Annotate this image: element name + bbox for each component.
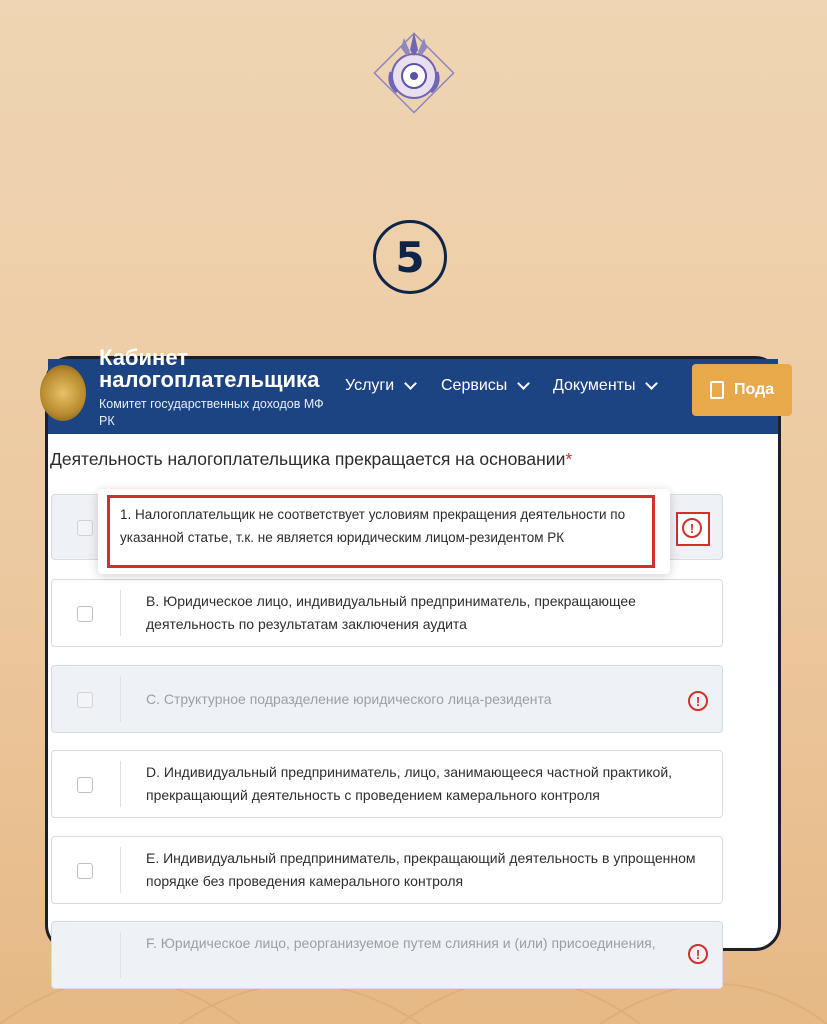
option-e-label: E. Индивидуальный предприниматель, прекращающий деятельность в упрощенном порядке без проведения камерального контроля — [146, 850, 696, 889]
submit-button-label: Пода — [734, 381, 775, 398]
nav-tools[interactable] — [441, 377, 528, 395]
document-add-icon — [710, 381, 724, 399]
error-number: 1. — [120, 507, 132, 522]
option-f-label: F. Юридическое лицо, реорганизуемое путем слияния и (или) присоединения, — [146, 935, 656, 951]
nav-documents[interactable] — [553, 377, 656, 395]
chevron-down-icon — [404, 377, 417, 390]
nav-documents-label: Документы — [553, 377, 636, 394]
brand-title: налогоплательщика — [99, 367, 320, 392]
screenshot-frame — [45, 345, 781, 962]
emblem-logo — [369, 28, 459, 118]
option-checkbox[interactable] — [77, 777, 93, 793]
option-checkbox[interactable] — [77, 606, 93, 622]
submit-button[interactable] — [692, 364, 792, 416]
error-tooltip — [98, 489, 670, 574]
option-d[interactable] — [51, 750, 723, 818]
option-e[interactable] — [51, 836, 723, 904]
option-checkbox[interactable] — [77, 863, 93, 879]
option-b[interactable] — [51, 579, 723, 647]
required-mark: * — [565, 449, 573, 469]
option-b-label: B. Юридическое лицо, индивидуальный предприниматель, прекращающее деятельность по результатам заключения аудита — [146, 593, 636, 632]
nav-tools-label: Сервисы — [441, 377, 508, 394]
gov-emblem-icon — [40, 365, 86, 421]
step-number-badge: 5 — [373, 220, 447, 294]
error-text: Налогоплательщик не соответствует условиям прекращения деятельности по указанной статье, т.к. не является юридическим лицом-резидентом РК — [120, 507, 626, 545]
nav-services-label: Услуги — [345, 377, 395, 394]
option-c[interactable] — [51, 665, 723, 733]
option-c-label: C. Структурное подразделение юридического лица-резидента — [146, 691, 552, 707]
warning-icon[interactable]: ! — [688, 944, 708, 964]
chevron-down-icon — [517, 377, 530, 390]
brand-title-cut: Кабинет — [99, 345, 189, 370]
warning-icon-highlight — [676, 512, 710, 546]
warning-icon[interactable]: ! — [682, 518, 702, 538]
option-checkbox[interactable] — [77, 692, 93, 708]
error-tooltip-highlight — [107, 495, 655, 568]
nav-services[interactable] — [345, 377, 415, 395]
option-f[interactable] — [51, 921, 723, 989]
brand-subtitle: Комитет государственных доходов МФ РК — [99, 397, 324, 428]
question-label: Деятельность налогоплательщика прекращается на основании* — [50, 449, 573, 469]
chevron-down-icon — [646, 377, 659, 390]
warning-icon[interactable]: ! — [688, 691, 708, 711]
option-checkbox[interactable] — [77, 520, 93, 536]
option-d-label: D. Индивидуальный предприниматель, лицо, занимающееся частной практикой, прекращающий деятельность с проведением камерального контроля — [146, 764, 673, 803]
top-navigation-bar — [48, 345, 778, 434]
